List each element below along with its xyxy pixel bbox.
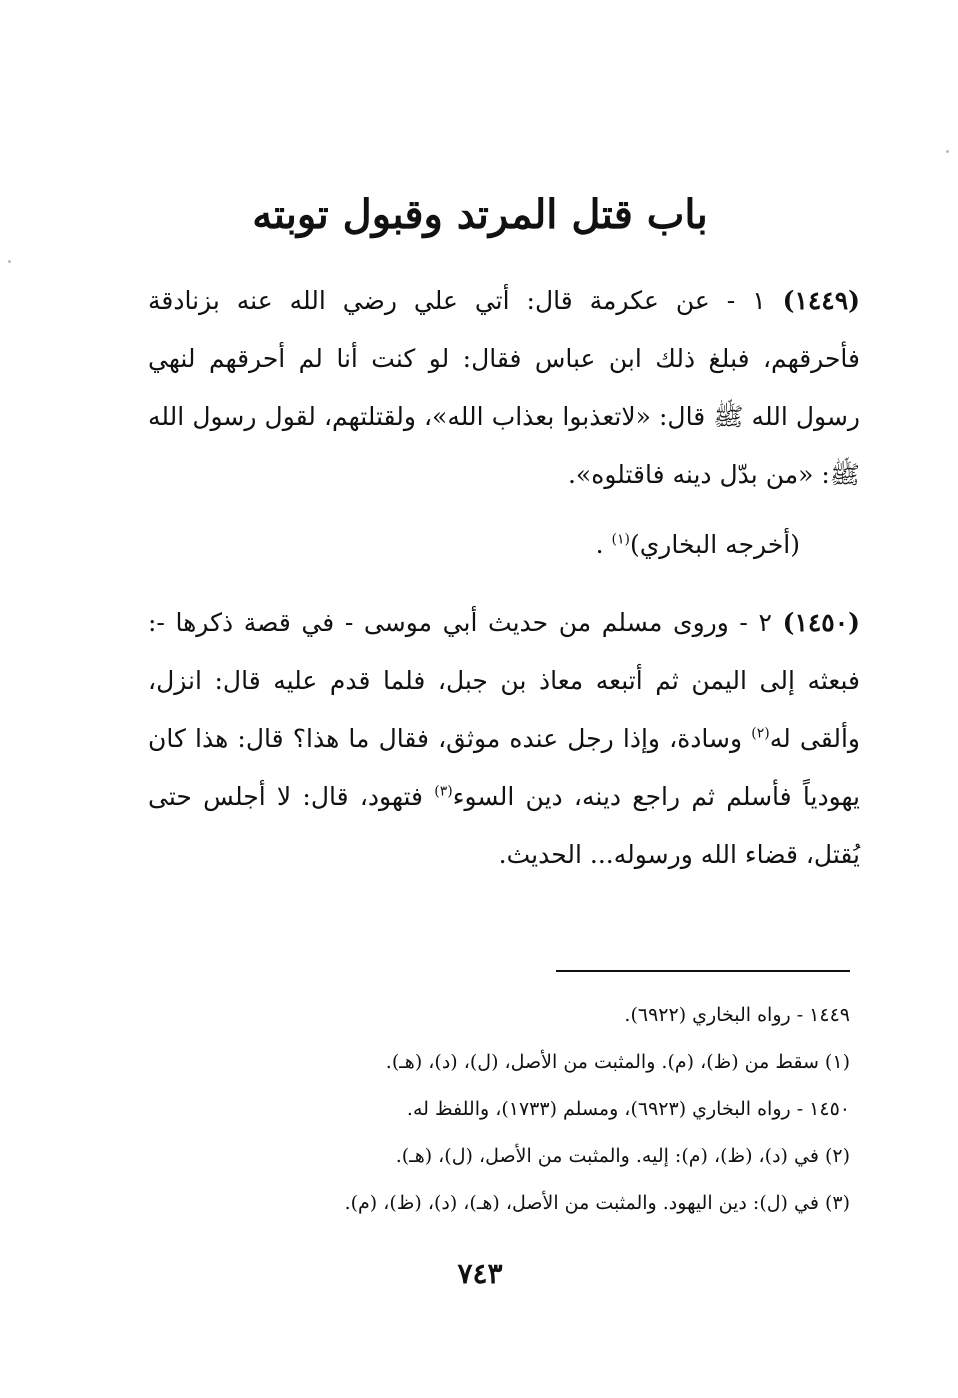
scan-speck: [946, 150, 949, 153]
hadith-body: [148, 594, 860, 884]
hadith-text-part-1: ٢ - وروى مسلم من حديث أبي موسى - في قصة ذكرها -: فبعثه إلى اليمن ثم أتبعه معاذ بن جبل، فلما قدم عليه قال: انزل، وألقى له: [148, 608, 860, 753]
source-text: (أخرجه البخاري): [629, 530, 800, 559]
footnote-ref-3[interactable]: (٣): [434, 783, 453, 800]
footnote-line: (٢) في (د)، (ظ)، (م): إليه. والمثبت من الأصل، (ل)، (هـ).: [395, 1145, 850, 1167]
hadith-text-part-2: وسادة، وإذا رجل عنده موثق، فقال ما هذا؟ قال: هذا كان يهودياً فأسلم ثم راجع دينه، دين السوء: [148, 724, 860, 811]
footnote-line: (٣) في (ل): دين اليهود. والمثبت من الأصل، (هـ)، (د)، (ظ)، (م).: [344, 1192, 850, 1214]
footnote-line: ١٤٥٠ - رواه البخاري (٦٩٢٣)، ومسلم (١٧٣٣)، واللفظ له.: [406, 1098, 850, 1120]
hadith-text: ١ - عن عكرمة قال: أتي علي رضي الله عنه بزنادقة فأحرقهم، فبلغ ذلك ابن عباس فقال: لو كنت أنا لم أحرقهم لنهي رسول الله ﷺ قال: «لاتعذبوا بعذاب الله»، ولقتلتهم، لقول رسول الله ﷺ: «من بدّل دينه فاقتلوه».: [148, 286, 860, 489]
footnote-line: (١) سقط من (ظ)، (م). والمثبت من الأصل، (ل)، (د)، (هـ).: [385, 1051, 850, 1073]
footnote-line: ١٤٤٩ - رواه البخاري (٦٩٢٢).: [624, 1004, 850, 1026]
hadith-body: [148, 272, 860, 504]
page-number: ٧٤٣: [457, 1257, 503, 1290]
hadith-number: (١٤٤٩): [782, 286, 860, 315]
footnote-ref-2[interactable]: (٢): [751, 725, 770, 742]
chapter-title: باب قتل المرتد وقبول توبته: [252, 191, 708, 238]
footnotes: [190, 992, 850, 1227]
footnote-separator: [556, 970, 850, 972]
hadith-number: (١٤٥٠): [782, 608, 860, 637]
hadith-text-part-3: فتهود، قال: لا أجلس حتى يُقتل، قضاء الله ورسوله... الحديث.: [148, 782, 860, 869]
footnote-ref-1[interactable]: (١): [611, 531, 630, 548]
hadith-1449: [148, 272, 860, 574]
hadith-1450: [148, 594, 860, 884]
scan-speck: [8, 260, 11, 263]
source-end: .: [595, 530, 604, 559]
hadith-source: [148, 516, 860, 574]
